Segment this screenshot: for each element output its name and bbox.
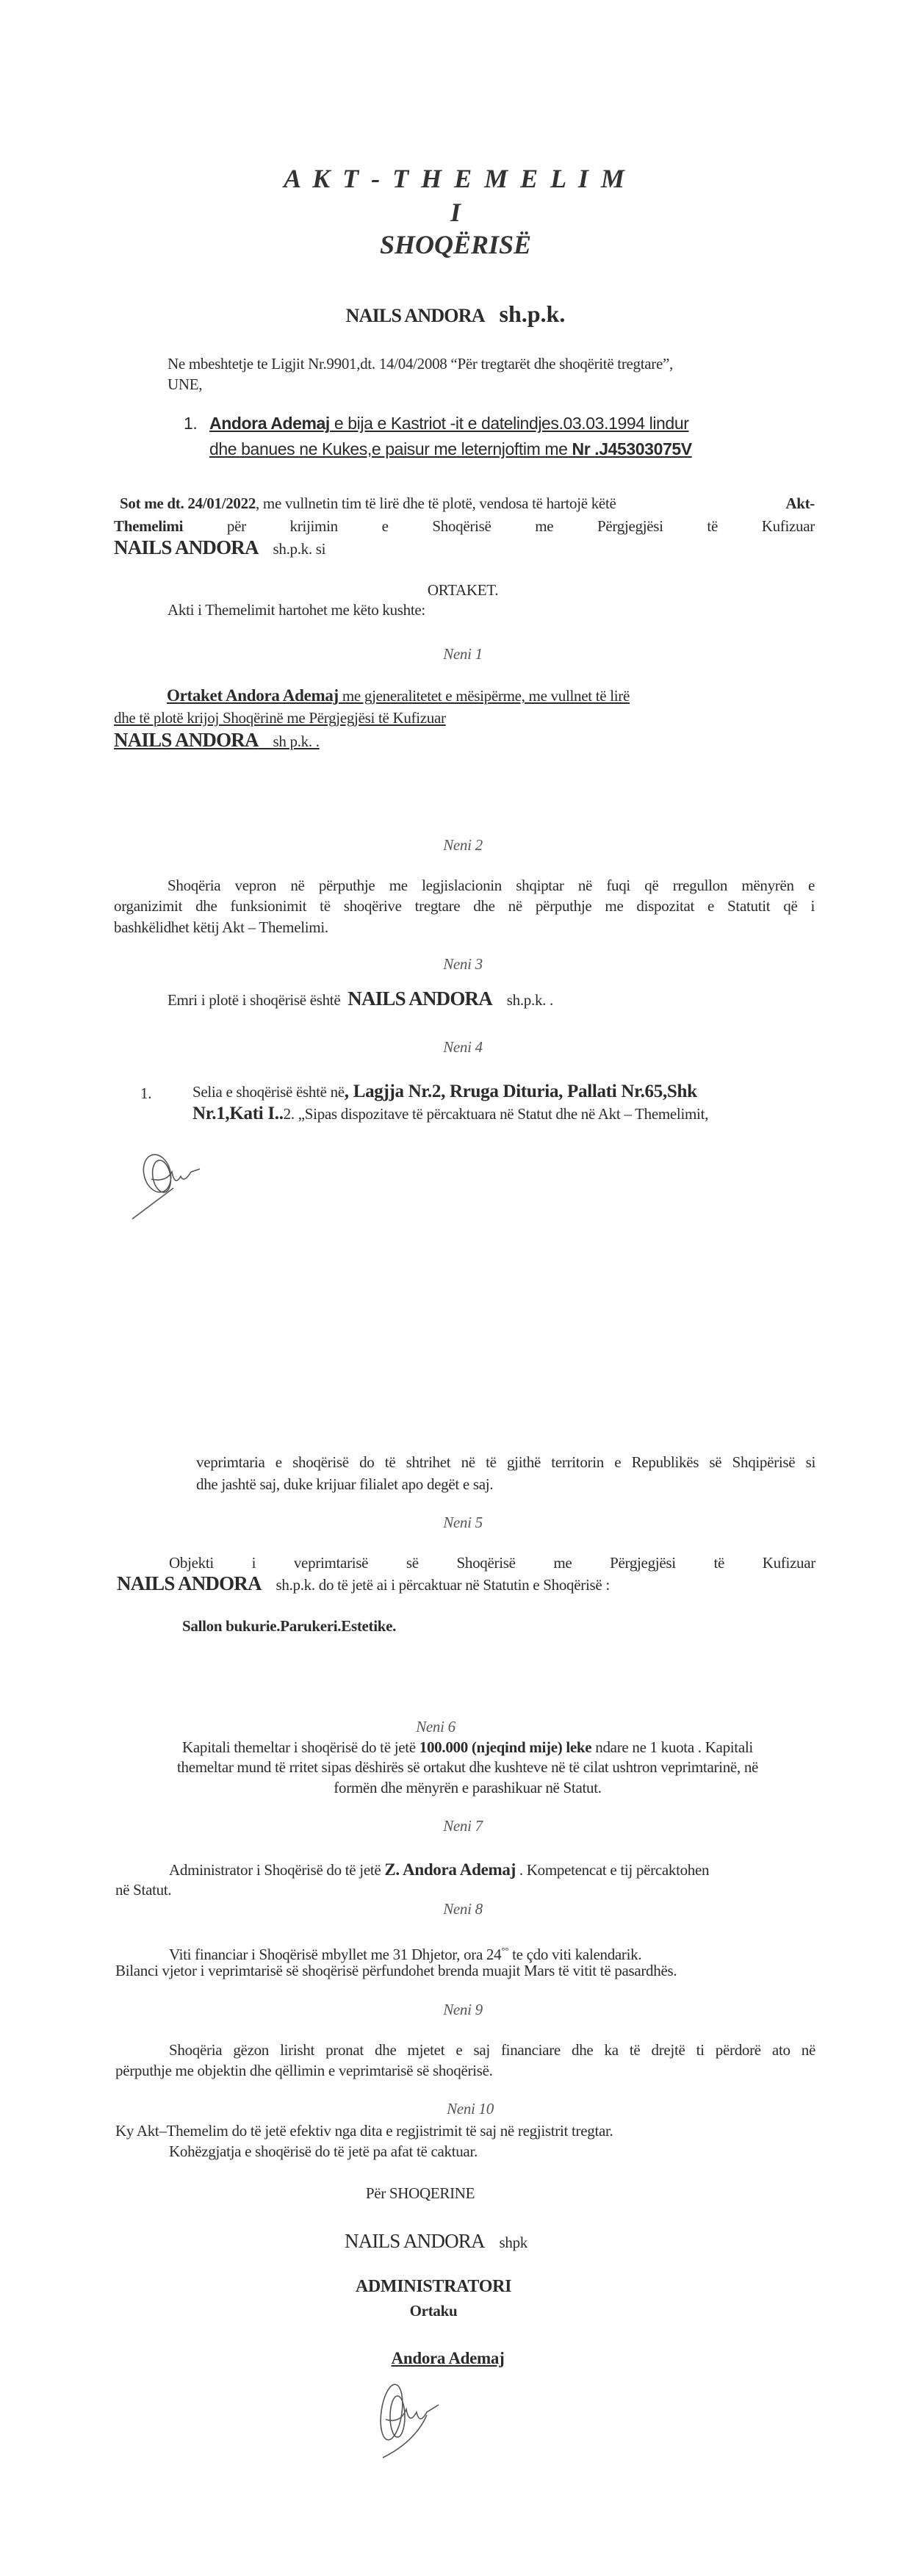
word: të (707, 517, 718, 535)
word: i (251, 1554, 256, 1572)
intro-une: UNE, (168, 375, 203, 393)
seat-label: Selia e shoqërisë është në (192, 1083, 345, 1101)
article-4-continuation: dhe jashtë saj, duke krijuar filialet apo degët e saj. (196, 1475, 494, 1493)
founder-id-number: Nr .J45303075V (572, 439, 692, 458)
article-9-title: Neni 9 (443, 2001, 483, 2018)
seat-address-floor: Nr.1,Kati I.. (192, 1104, 284, 1123)
signature-company (0, 2231, 872, 2252)
company-name: NAILS ANDORA (345, 2230, 485, 2252)
decision-themelimi: Themelimi (114, 517, 184, 535)
article-5-line-2 (117, 1574, 610, 1594)
article-1-title: Neni 1 (443, 645, 483, 663)
company-suffix: sh p.k. . (273, 733, 320, 750)
article-9-line: përputhje me objektin dhe qëllimin e veprimtarisë së shoqërisë. (115, 2062, 493, 2079)
company-name: NAILS ANDORA (117, 1572, 262, 1594)
company-name: NAILS ANDORA (114, 536, 259, 558)
document-title-connector: I (450, 198, 461, 227)
decision-line-3 (114, 538, 325, 558)
article-6-line-3: formën dhe mënyrën e parashikuar në Statut. (334, 1779, 602, 1796)
article-10-line-2: Kohëzgjatja e shoqërisë do të jetë pa afat të caktuar. (169, 2143, 478, 2160)
signatory-subrole: Ortaku (409, 2302, 458, 2320)
fiscal-year-end: te çdo viti kalendarik. (508, 1946, 642, 1963)
company-suffix: sh.p.k. (499, 301, 566, 327)
article-6-line-1 (0, 1738, 911, 1757)
intro-law: Ne mbeshtetje te Ligjit Nr.9901,dt. 14/04/2008 “Për tregtarët dhe shoqëritë tregtare”, (168, 355, 673, 373)
founder-line-2 (209, 439, 692, 458)
conditions-intro: Akti i Themelimit hartohet me këto kushte: (168, 601, 425, 619)
word: Objekti (169, 1554, 214, 1572)
decision-line-2 (114, 517, 815, 536)
word: krijimin (289, 517, 338, 535)
company-name: NAILS ANDORA (348, 987, 492, 1010)
article-4-line-2 (192, 1104, 708, 1123)
founder-name: Andora Ademaj (209, 414, 330, 433)
seat-address: , Lagjja Nr.2, Rruga Dituria, Pallati Nr.65,Shk (344, 1082, 697, 1101)
word: me (553, 1554, 572, 1572)
decision-date: Sot me dt. 24/01/2022 (120, 494, 256, 512)
for-company-label: Për SHOQERINE (365, 2184, 475, 2202)
founder-line-1 (209, 414, 688, 433)
founder-residence: dhe banues ne Kukes,e paisur me leternjoftim me (209, 439, 572, 458)
word: Kufizuar (762, 1554, 815, 1572)
article-4-number: 1. (140, 1084, 152, 1102)
article-1-line-1 (114, 686, 630, 705)
article-1-line-3 (114, 730, 320, 751)
administrator-name: Z. Andora Ademaj (384, 1860, 516, 1879)
article-3-text (168, 989, 553, 1010)
superscript: °° (501, 1945, 509, 1956)
company-suffix: shpk (499, 2234, 527, 2251)
article-4-text: 2. „Sipas dispozitave të përcaktuara në Statut dhe në Akt – Themelimit, (283, 1105, 709, 1123)
article-2-line: organizimit dhe funksionimit të shoqërive tregtare dhe në përputhje me dispozitat e Statutit që i (114, 897, 815, 915)
article-7-line-2: në Statut. (115, 1881, 172, 1899)
fiscal-year-text: Viti financiar i Shoqërisë mbyllet me 31 Dhjetor, ora 24 (169, 1946, 502, 1963)
article-5-text: sh.p.k. do të jetë ai i përcaktuar në Statutin e Shoqërisë : (276, 1576, 610, 1594)
company-name: NAILS ANDORA (345, 305, 485, 326)
article-10-line-1: Ky Akt–Themelim do të jetë efektiv nga dita e regjistrimit të saj në regjistrit tregtar. (115, 2122, 613, 2140)
company-heading (0, 301, 911, 327)
word: Kufizuar (761, 517, 815, 535)
signature-initials (129, 1150, 210, 1220)
article-7-title: Neni 7 (443, 1817, 483, 1835)
signatory-name: Andora Ademaj (391, 2349, 505, 2367)
article-10-title: Neni 10 (447, 2100, 494, 2118)
article-2-line: Shoqëria vepron në përputhje me legjislacionin shqiptar në fuqi që rregullon mënyrën e (168, 877, 815, 894)
word: së (406, 1554, 419, 1572)
word: Shoqërisë (456, 1554, 516, 1572)
decision-line-1 (120, 494, 815, 513)
capital-amount: 100.000 (njeqind mije) leke (419, 1738, 592, 1756)
administrator-label: Administrator i Shoqërisë do të jetë (169, 1861, 385, 1879)
document-title: A K T - T H E M E L I M (284, 164, 627, 193)
ortaket-heading: ORTAKET. (427, 581, 499, 599)
document-subtitle: SHOQËRISË (379, 230, 532, 259)
article-5-line-1 (169, 1553, 815, 1572)
capital-label: Kapitali themeltar i shoqërisë do të jetë (182, 1738, 420, 1756)
article-4-line-1 (192, 1082, 697, 1101)
word: Shoqërisë (432, 517, 491, 535)
article-3-title: Neni 3 (443, 955, 483, 973)
word: për (226, 517, 246, 535)
partner-name: Ortaket Andora Ademaj (167, 686, 339, 705)
article-6-title: Neni 6 (416, 1718, 455, 1735)
decision-text: , me vullnetin tim të lirë dhe të plotë, vendosa të hartojë këtë (256, 494, 616, 512)
company-suffix: sh.p.k. . (506, 991, 553, 1009)
article-3-label: Emri i plotë i shoqërisë është (168, 991, 345, 1009)
word: Përgjegjësi (597, 517, 663, 535)
article-2-title: Neni 2 (443, 836, 483, 854)
word: me (535, 517, 554, 535)
word: Përgjegjësi (610, 1554, 676, 1572)
article-2-line: bashkëlidhet këtij Akt – Themelimi. (114, 918, 328, 936)
article-1-line-2: dhe të plotë krijoj Shoqërinë me Përgjegjësi të Kufizuar (114, 709, 446, 727)
capital-quota: ndare ne 1 kuota . Kapitali (591, 1738, 753, 1756)
article-4-continuation: veprimtaria e shoqërisë do të shtrihet në të gjithë territorin e Republikës së Shqipërisë si (196, 1453, 815, 1471)
article-1-text: me gjeneralitetet e mësipërme, me vullnet të lirë (338, 687, 630, 705)
article-5-title: Neni 5 (443, 1514, 483, 1531)
business-activity: Sallon bukurie.Parukeri.Estetike. (182, 1617, 397, 1635)
founder-details: e bija e Kastriot -it e datelindjes.03.03.1994 lindur (329, 414, 689, 433)
word: të (713, 1554, 725, 1572)
company-suffix: sh.p.k. si (273, 540, 326, 558)
article-8-line-2: Bilanci vjetor i veprimtarisë së shoqërisë përfundohet brenda muajit Mars të vitit të pasardhës. (115, 1962, 677, 1979)
founder-number: 1. (184, 414, 198, 433)
word: e (381, 517, 389, 535)
article-6-line-2: themeltar mund të rritet sipas dëshirës së ortakut dhe kushteve në të cilat ushtron veprimtarinë, në (176, 1758, 759, 1776)
article-7-line-1 (169, 1860, 815, 1879)
article-4-title: Neni 4 (443, 1038, 483, 1056)
article-7-text: . Kompetencat e tij përcaktohen (515, 1861, 710, 1879)
article-9-line: Shoqëria gëzon lirisht pronat dhe mjetet e saj financiare dhe ka të drejtë ti përdorë ato në (169, 2041, 815, 2059)
article-8-title: Neni 8 (443, 1900, 483, 1918)
company-name: NAILS ANDORA (114, 729, 259, 751)
signature-final (371, 2383, 444, 2459)
decision-akt: Akt- (785, 494, 815, 512)
word: veprimtarisë (293, 1554, 369, 1572)
signatory-role: ADMINISTRATORI (355, 2277, 512, 2296)
